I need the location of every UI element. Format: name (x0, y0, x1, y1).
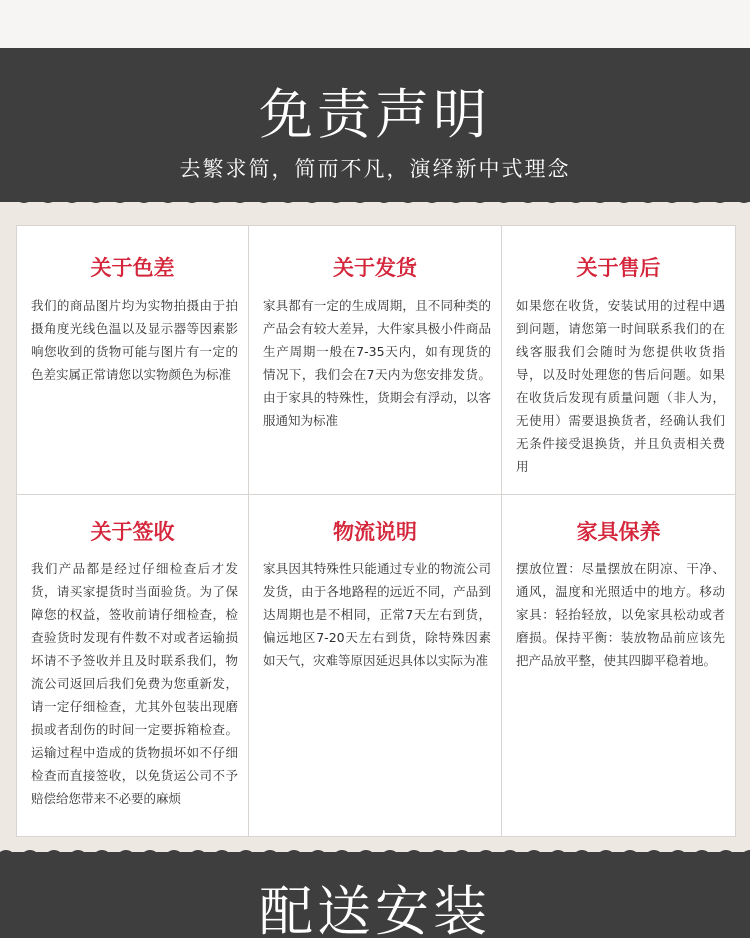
section-logistics (249, 495, 502, 836)
banner-subtitle: 去繁求简，简而不凡，演绎新中式理念 (179, 157, 571, 181)
section-shipping (249, 226, 502, 495)
section-title: 关于签收 (90, 520, 175, 544)
section-body: 我们产品都是经过仔细检查后才发货，请买家提货时当面验货。为了保障您的权益，签收前请仔细检查，检查验货时发现有件数不对或者运输损坏请不予签收并且及时联系我们，物流公司返回后我们免费为您重新发，请一定仔细检查，尤其外包装出现磨损或者刮伤的时间一定要拆箱检查。运输过程中造成的货物损坏如不仔细检查而直接签收，以免货运公司不予赔偿给您带来不必要的麻烦 (31, 561, 238, 806)
section-title: 关于发货 (333, 256, 417, 280)
section-body: 摆放位置：尽量摆放在阴凉、干净、通风，温度和光照适中的地方。移动家具：轻抬轻放，以免家具松动或者磨损。保持平衡：装放物品前应该先把产品放平整，使其四脚平稳着地。 (516, 561, 725, 668)
section-maintenance (502, 495, 735, 836)
top-strip (0, 0, 750, 50)
section-after-sales (502, 226, 735, 495)
section-body: 我们的商品图片均为实物拍摄由于拍摄角度光线色温以及显示器等因素影响您收到的货物可能与图片有一定的色差实属正常请您以实物颜色为标准 (31, 298, 238, 382)
banner-bottom-edge (0, 197, 750, 207)
section-title: 物流说明 (333, 520, 417, 544)
section-body: 家具因其特殊性只能通过专业的物流公司发货，由于各地路程的远近不同，产品到达周期也是不相同，正常7天左右到货，偏远地区7-20天左右到货，除特殊因素如天气，灾难等原因延迟具体以实际为准 (263, 561, 491, 668)
section-title: 关于色差 (90, 256, 175, 280)
section-body: 家具都有一定的生成周期，且不同种类的产品会有较大差异，大件家具极小件商品生产周期一般在7-35天内，如有现货的情况下，我们会在7天内为您安排发货。由于家具的特殊性，货期会有浮动，以客服通知为标准 (263, 298, 491, 428)
footer-title: 配送安装 (259, 880, 491, 938)
delivery-banner (0, 852, 750, 938)
section-title: 家具保养 (576, 520, 661, 544)
section-body: 如果您在收货，安装试用的过程中遇到问题，请您第一时间联系我们的在线客服我们会随时为您提供收货指导，以及时处理您的售后问题。如果在收货后发现有质量问题（非人为，无使用）需要退换货者，经确认我们无条件接受退换货，并且负责相关费用 (516, 298, 725, 474)
disclaimer-grid (16, 225, 736, 837)
banner-title: 免责声明 (259, 83, 491, 146)
section-color-difference (17, 226, 249, 495)
section-title: 关于售后 (576, 256, 661, 280)
section-receipt (17, 495, 249, 836)
